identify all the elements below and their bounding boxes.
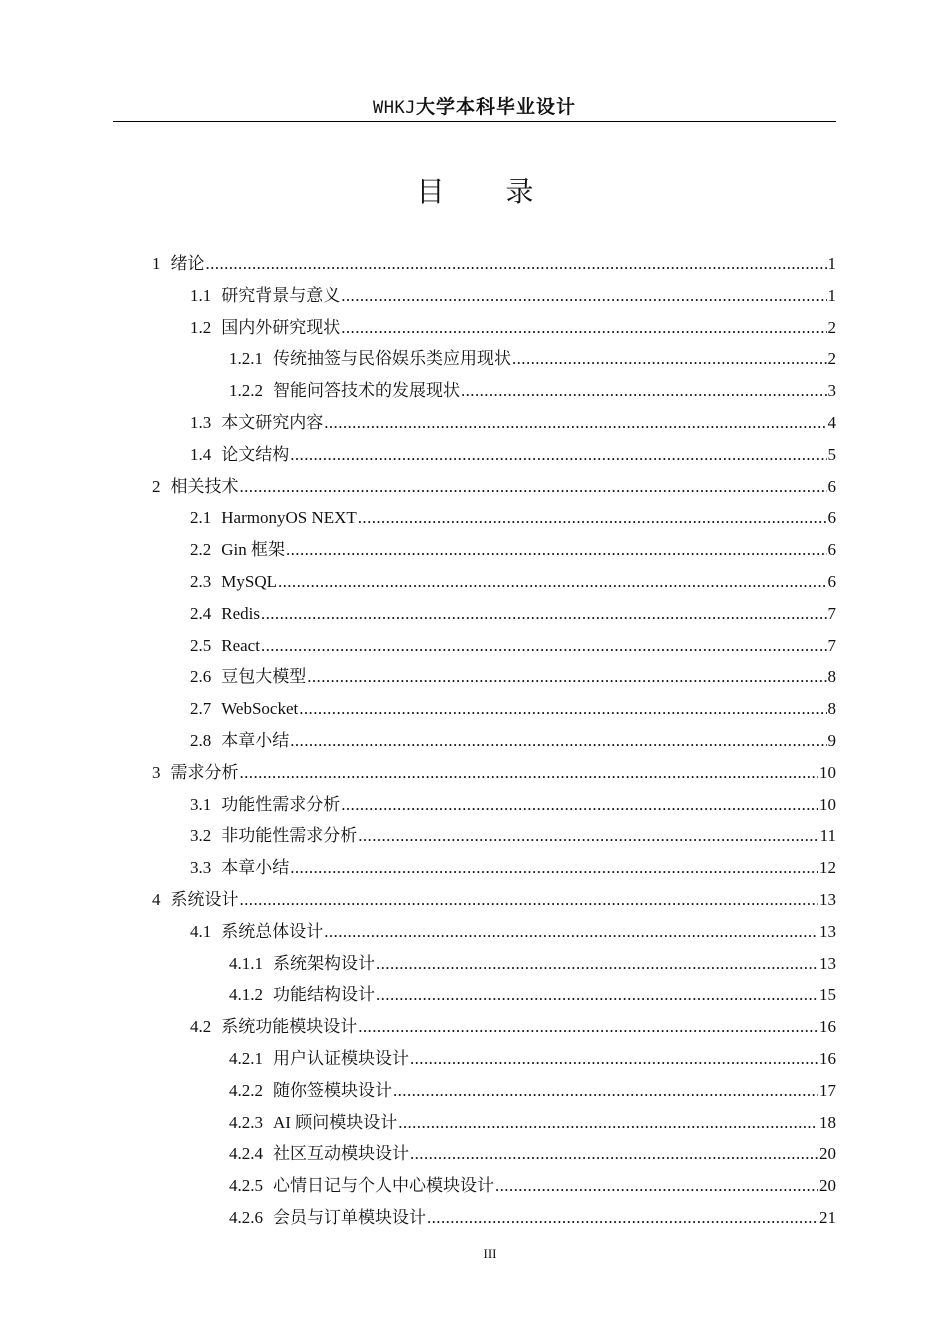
- toc-entry-number: 4.2.6: [229, 1208, 263, 1227]
- toc-entry-title: 研究背景与意义: [221, 285, 341, 305]
- toc-entry[interactable]: [190, 439, 836, 471]
- toc-entry-page: 3: [827, 381, 836, 401]
- toc-entry-page: 7: [827, 635, 836, 655]
- toc-entry-page: 10: [819, 762, 836, 782]
- toc-entry-page: 20: [819, 1144, 836, 1164]
- toc-entry-number: 4.2: [190, 1017, 212, 1037]
- toc-entry-number: 3.3: [190, 858, 212, 878]
- toc-entry-number: 4.2.5: [229, 1176, 263, 1196]
- toc-entry-page: 13: [819, 890, 836, 909]
- toc-entry-title: AI 顾问模块设计: [273, 1112, 398, 1132]
- toc-dot-leader: [240, 471, 827, 503]
- toc-entry-page: 11: [819, 826, 836, 846]
- toc-entry[interactable]: [190, 725, 836, 757]
- toc-entry-title: WebSocket: [221, 699, 299, 719]
- toc-entry-page: 13: [819, 953, 836, 973]
- toc-entry[interactable]: [229, 1107, 836, 1139]
- toc-entry[interactable]: [229, 979, 836, 1011]
- toc-entry[interactable]: [229, 1043, 836, 1075]
- toc-dot-leader: [358, 1011, 818, 1043]
- toc-dot-leader: [495, 1170, 818, 1202]
- toc-entry[interactable]: [229, 1138, 836, 1170]
- toc-entry-number: 2.6: [190, 667, 212, 687]
- toc-entry-number: 2.4: [190, 603, 212, 623]
- toc-dot-leader: [376, 979, 818, 1011]
- toc-entry-page: 6: [827, 508, 836, 528]
- toc-entry-page: 15: [819, 985, 836, 1005]
- toc-entry-title: 本章小结: [221, 858, 290, 878]
- toc-entry-title: 国内外研究现状: [221, 317, 341, 337]
- toc-dot-leader: [358, 502, 827, 534]
- toc-entry-page: 6: [827, 476, 836, 496]
- toc-entry-page: 8: [827, 699, 836, 719]
- toc-entry[interactable]: [152, 471, 836, 503]
- toc-dot-leader: [410, 1043, 818, 1075]
- toc-entry-page: 20: [819, 1176, 836, 1196]
- toc-dot-leader: [341, 312, 826, 344]
- toc-entry-title: 绪论: [170, 254, 205, 273]
- toc-dot-leader: [341, 280, 826, 312]
- toc-entry[interactable]: [229, 1075, 836, 1107]
- toc-entry-number: 4: [152, 890, 161, 909]
- toc-entry-title: 相关技术: [170, 476, 239, 496]
- toc-entry-page: 7: [827, 603, 836, 623]
- toc-entry[interactable]: [152, 248, 836, 280]
- toc-dot-leader: [358, 820, 818, 852]
- toc-entry-page: 1: [827, 254, 836, 273]
- toc-entry-number: 3.2: [190, 826, 212, 846]
- toc-dot-leader: [376, 948, 818, 980]
- toc-entry[interactable]: [190, 312, 836, 344]
- toc-entry[interactable]: [229, 375, 836, 407]
- toc-entry-title: MySQL: [221, 572, 277, 591]
- toc-entry-number: 2.5: [190, 635, 212, 655]
- toc-dot-leader: [393, 1075, 818, 1107]
- toc-entry-number: 4.1: [190, 921, 212, 941]
- toc-entry-number: 1.2.2: [229, 381, 263, 401]
- toc-entry[interactable]: [190, 820, 836, 852]
- toc-entry[interactable]: [190, 566, 836, 598]
- toc-entry-number: 2.1: [190, 508, 212, 528]
- header-institution-code: WHKJ: [373, 98, 416, 118]
- toc-entry-title: 本章小结: [221, 731, 290, 750]
- toc-entry-page: 16: [819, 1049, 836, 1068]
- toc-entry[interactable]: [229, 1170, 836, 1202]
- toc-entry-page: 6: [827, 572, 836, 591]
- toc-entry-title: 系统设计: [170, 890, 239, 909]
- toc-entry[interactable]: [190, 661, 836, 693]
- toc-entry-page: 18: [819, 1112, 836, 1132]
- toc-dot-leader: [341, 789, 818, 821]
- toc-entry-title: 智能问答技术的发展现状: [273, 381, 460, 401]
- toc-entry-title: 用户认证模块设计: [273, 1049, 409, 1068]
- toc-entry-page: 6: [827, 540, 836, 560]
- toc-entry-title: 心情日记与个人中心模块设计: [273, 1176, 494, 1196]
- toc-entry-title: 论文结构: [221, 444, 290, 464]
- toc-dot-leader: [427, 1202, 818, 1234]
- toc-entry-page: 17: [819, 1080, 836, 1100]
- toc-entry[interactable]: [190, 630, 836, 662]
- toc-entry-title: 传统抽签与民俗娱乐类应用现状: [273, 349, 511, 369]
- toc-title: 目 录: [416, 175, 560, 208]
- toc-entry-number: 2.7: [190, 699, 212, 719]
- toc-entry-number: 2: [152, 476, 161, 496]
- toc-entry-number: 1.3: [190, 413, 212, 432]
- toc-entry-number: 1.1: [190, 285, 212, 305]
- toc-entry-page: 2: [827, 317, 836, 337]
- toc-entry-page: 13: [819, 921, 836, 941]
- toc-entry-title: 本文研究内容: [221, 413, 324, 432]
- toc-entry-number: 1.4: [190, 444, 212, 464]
- toc-dot-leader: [240, 884, 819, 916]
- toc-entry-page: 21: [819, 1208, 836, 1227]
- toc-entry[interactable]: [190, 502, 836, 534]
- toc-entry-number: 4.2.1: [229, 1049, 263, 1068]
- toc-entry[interactable]: [190, 852, 836, 884]
- toc-entry-title: 功能性需求分析: [221, 794, 341, 814]
- toc-entry-number: 1: [152, 254, 161, 273]
- toc-entry-number: 4.1.1: [229, 953, 263, 973]
- toc-dot-leader: [324, 916, 818, 948]
- toc-entry-title: 社区互动模块设计: [273, 1144, 409, 1164]
- toc-entry-title: HarmonyOS NEXT: [221, 508, 357, 528]
- toc-entry-title: 系统总体设计: [221, 921, 324, 941]
- toc-dot-leader: [324, 407, 826, 439]
- header-rule: [113, 121, 836, 122]
- toc-dot-leader: [290, 725, 826, 757]
- toc-entry-title: 系统功能模块设计: [221, 1017, 358, 1037]
- toc-entry[interactable]: [229, 343, 836, 375]
- toc-entry-number: 4.2.3: [229, 1112, 263, 1132]
- toc-entry[interactable]: [190, 1011, 836, 1043]
- toc-entry-number: 2.2: [190, 540, 212, 560]
- toc-entry-number: 4.1.2: [229, 985, 263, 1005]
- header-document-type: 大学本科毕业设计: [415, 96, 576, 118]
- toc-dot-leader: [290, 852, 818, 884]
- toc-dot-leader: [240, 757, 819, 789]
- toc-dot-leader: [299, 693, 826, 725]
- toc-entry[interactable]: [152, 884, 836, 916]
- toc-entry-number: 4.2.2: [229, 1080, 263, 1100]
- toc-dot-leader: [261, 598, 827, 630]
- toc-entry[interactable]: [229, 948, 836, 980]
- toc-dot-leader: [461, 375, 827, 407]
- toc-entry-number: 4.2.4: [229, 1144, 263, 1164]
- page-number: III: [483, 1246, 497, 1261]
- toc-dot-leader: [398, 1107, 818, 1139]
- toc-dot-leader: [206, 248, 827, 280]
- toc-dot-leader: [410, 1138, 818, 1170]
- toc-entry-title: 会员与订单模块设计: [273, 1208, 426, 1227]
- toc-entry-page: 4: [827, 413, 836, 432]
- toc-entry-title: 豆包大模型: [221, 667, 307, 687]
- toc-entry-number: 2.3: [190, 572, 212, 591]
- toc-entry[interactable]: [190, 407, 836, 439]
- toc-entry-title: Redis: [221, 603, 260, 623]
- toc-entry[interactable]: [190, 280, 836, 312]
- toc-entry-title: 系统架构设计: [273, 953, 375, 973]
- toc-entry-number: 3.1: [190, 794, 212, 814]
- toc-entry[interactable]: [229, 1202, 836, 1234]
- toc-dot-leader: [278, 566, 827, 598]
- toc-entry-page: 9: [827, 731, 836, 750]
- toc-entry[interactable]: [152, 757, 836, 789]
- toc-entry-title: Gin 框架: [221, 540, 285, 560]
- toc-entry-page: 1: [827, 285, 836, 305]
- toc-entry-title: 功能结构设计: [273, 985, 375, 1005]
- toc-entry[interactable]: [190, 598, 836, 630]
- toc-entry-page: 8: [827, 667, 836, 687]
- toc-entry-page: 5: [827, 444, 836, 464]
- toc-entry-title: 随你签模块设计: [273, 1080, 392, 1100]
- toc-entry-number: 2.8: [190, 731, 212, 750]
- toc-dot-leader: [290, 439, 826, 471]
- toc-entry-page: 10: [819, 794, 836, 814]
- toc-dot-leader: [286, 534, 827, 566]
- toc-entry-page: 16: [819, 1017, 836, 1037]
- toc-entry[interactable]: [190, 534, 836, 566]
- toc-entry-number: 1.2: [190, 317, 212, 337]
- toc-entry-title: React: [221, 635, 260, 655]
- toc-entry-title: 非功能性需求分析: [221, 826, 358, 846]
- toc-entry-page: 12: [819, 858, 836, 878]
- toc-dot-leader: [512, 343, 827, 375]
- toc-dot-leader: [261, 630, 827, 662]
- toc-entry[interactable]: [190, 916, 836, 948]
- toc-entry-page: 2: [827, 349, 836, 369]
- page-header: [113, 92, 836, 122]
- toc-entry-number: 3: [152, 762, 161, 782]
- toc-entry-title: 需求分析: [170, 762, 239, 782]
- toc-entry-number: 1.2.1: [229, 349, 263, 369]
- toc-entry[interactable]: [190, 693, 836, 725]
- toc-entry[interactable]: [190, 789, 836, 821]
- toc-dot-leader: [307, 661, 826, 693]
